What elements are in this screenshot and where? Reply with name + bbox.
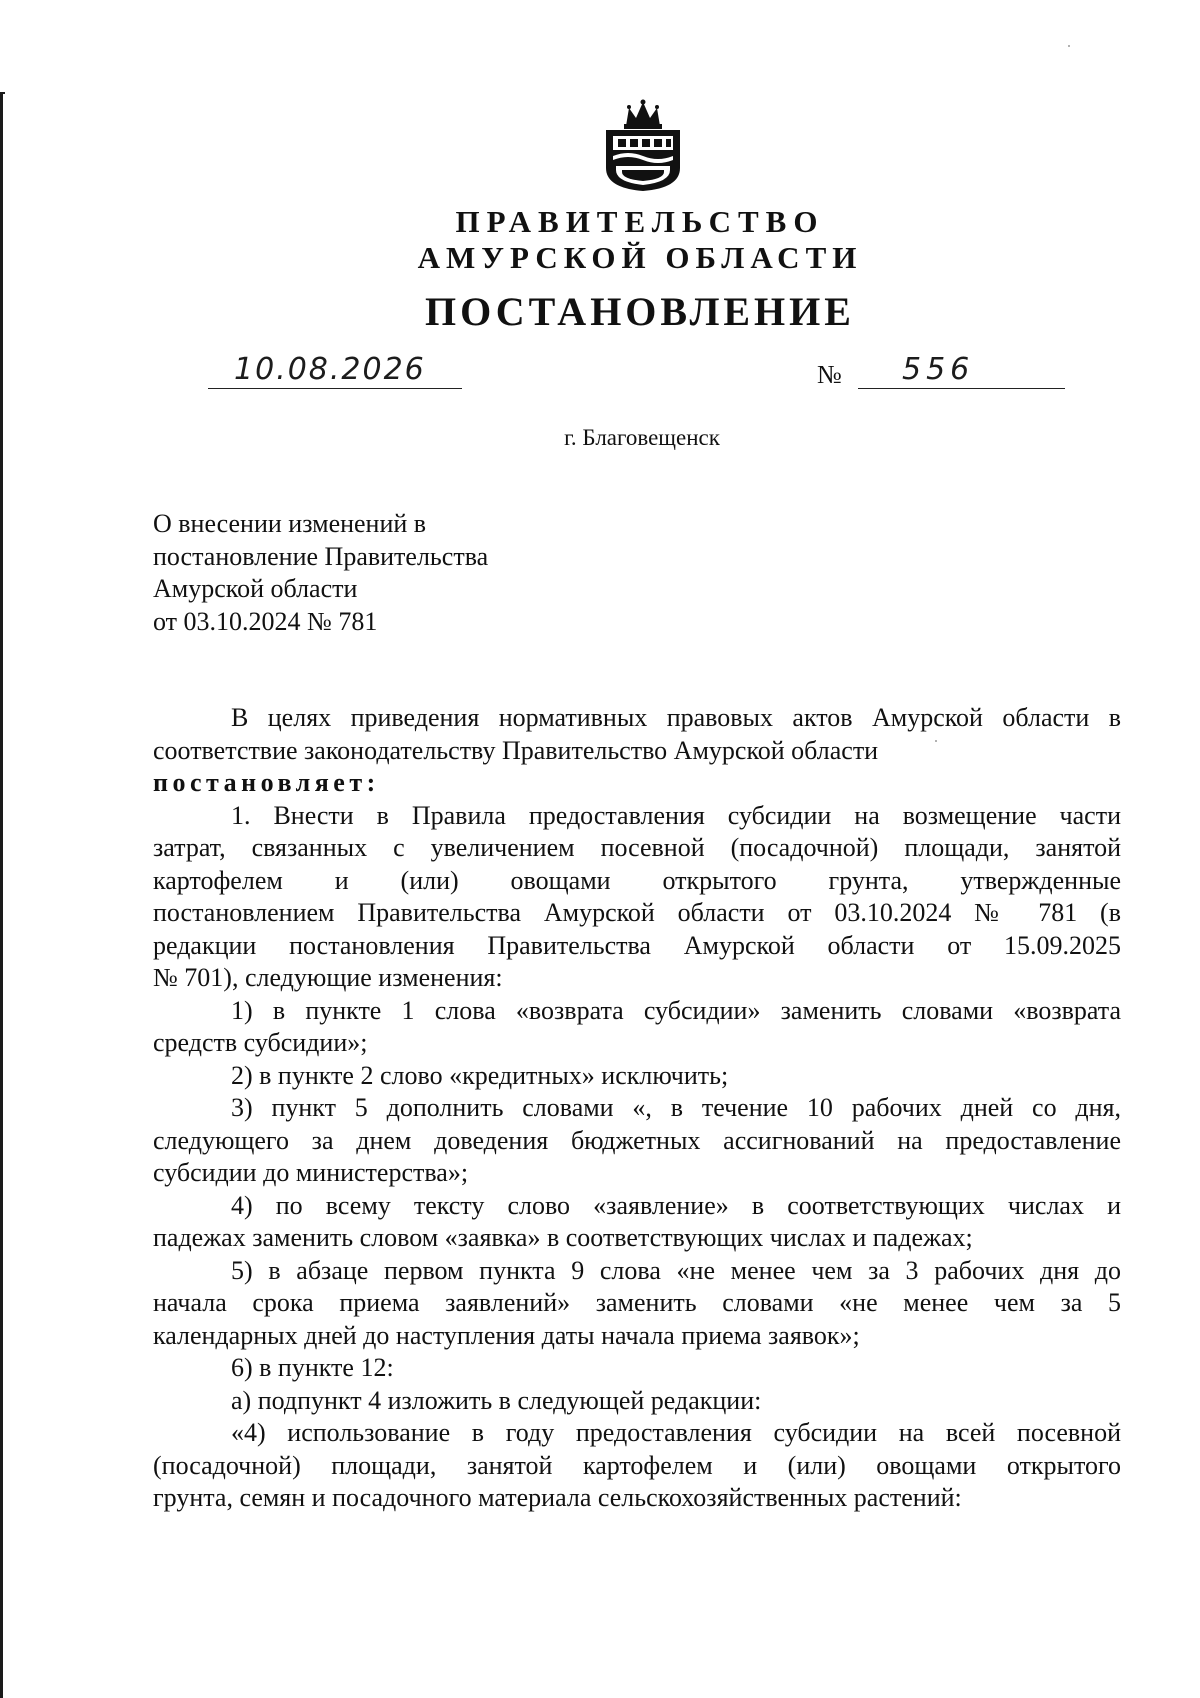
body-line: № 701), следующие изменения: [153, 963, 503, 992]
document-subject [153, 508, 673, 638]
body-line: 1. Внести в Правила предоставления субсидии на возмещение части [231, 800, 1121, 830]
body-line: В целях приведения нормативных правовых актов Амурской области в [231, 703, 1121, 732]
body-line: «4) использование в году предоставления субсидии на всей посевной [231, 1418, 1121, 1447]
body-line: 3) пункт 5 дополнить словами «, в течение 10 рабочих дней со дня, [231, 1093, 1121, 1122]
body-line: 2) в пункте 2 слово «кредитных» исключить; [231, 1060, 729, 1090]
government-title: ПРАВИТЕЛЬСТВО [455, 204, 825, 239]
body-line: календарных дней до наступления даты начала приема заявок»; [153, 1320, 860, 1350]
subject-line: Амурской области [153, 574, 358, 603]
body-line: постановлением Правительства Амурской области от 03.10.2024 № 781 (в [153, 898, 1121, 927]
body-line: субсидии до министерства»; [153, 1158, 469, 1187]
coat-of-arms-icon [596, 98, 690, 192]
resolution-word: постановляет: [153, 768, 380, 797]
subject-line: постановление Правительства [153, 541, 489, 571]
region-title: АМУРСКОЙ ОБЛАСТИ [417, 240, 863, 275]
document-type-title: ПОСТАНОВЛЕНИЕ [425, 289, 855, 334]
body-line: 5) в абзаце первом пункта 9 слова «не менее чем за 3 рабочих дня до [231, 1255, 1121, 1285]
body-line: следующего за днем доведения бюджетных ассигнований на предоставление [153, 1125, 1121, 1155]
body-line: картофелем и (или) овощами открытого грунта, утвержденные [153, 865, 1121, 895]
document-header [0, 204, 1200, 336]
handwritten-date: 10.08.2026 [234, 352, 426, 387]
body-line: редакции постановления Правительства Амурской области от 15.09.2025 [153, 930, 1121, 960]
body-line: 1) в пункте 1 слова «возврата субсидии» заменить словами «возврата [231, 995, 1121, 1025]
number-label: № [817, 360, 842, 389]
subject-line: от 03.10.2024 № 781 [153, 606, 378, 636]
body-line: 4) по всему тексту слово «заявление» в соответствующих числах и [231, 1190, 1121, 1220]
body-line: а) подпункт 4 изложить в следующей редакции: [231, 1385, 762, 1415]
body-line: соответствие законодательству Правительство Амурской области [153, 735, 879, 765]
subject-line: О внесении изменений в [153, 509, 427, 538]
body-line: 6) в пункте 12: [231, 1353, 394, 1382]
body-line: грунта, семян и посадочного материала сельскохозяйственных растений: [153, 1483, 962, 1512]
body-line: средств субсидии»; [153, 1028, 368, 1057]
body-line: падежах заменить словом «заявка» в соответствующих числах и падежах; [153, 1223, 973, 1252]
document-body [153, 702, 1121, 1515]
scan-speck [1068, 45, 1070, 47]
scan-border-top [0, 92, 5, 94]
body-line: (посадочной) площади, занятой картофелем и (или) овощами открытого [153, 1450, 1121, 1480]
body-line: затрат, связанных с увеличением посевной (посадочной) площади, занятой [153, 833, 1121, 862]
city-name: г. Благовещенск [564, 425, 720, 450]
number-field [858, 352, 1065, 389]
date-field [208, 352, 462, 389]
handwritten-number: 556 [902, 352, 975, 387]
body-line: начала срока приема заявлений» заменить словами «не менее чем за 5 [153, 1288, 1121, 1317]
